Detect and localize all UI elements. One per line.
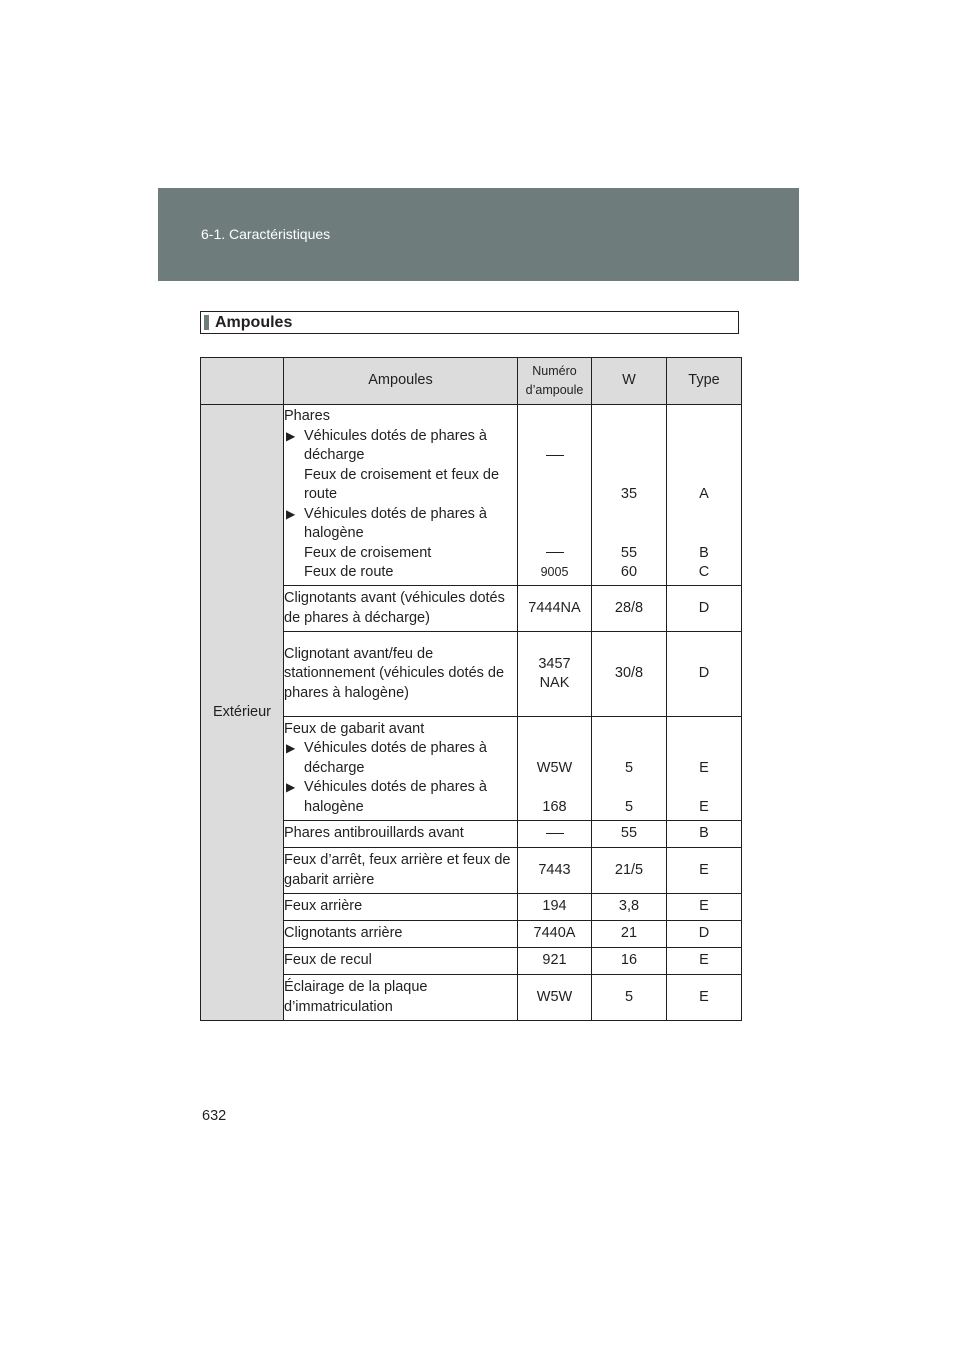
type-cell: E [667, 948, 742, 975]
bulb-subtype: Véhicules dotés de phares à halogène [304, 505, 487, 542]
watt-value: 5 [624, 798, 634, 815]
watt-cell: 55 [592, 821, 667, 848]
watt-value: 60 [620, 564, 638, 581]
bullet-arrow-icon: ▶ [286, 506, 296, 521]
watt-value: 35 [620, 486, 638, 503]
type-value: B [699, 544, 709, 561]
bulb-subtype: Véhicules dotés de phares à décharge [304, 427, 487, 464]
type-cell: E [667, 894, 742, 921]
section-title-marker [204, 315, 209, 330]
type-cell: D [667, 921, 742, 948]
type-cell: D [667, 586, 742, 632]
section-title-box [200, 311, 739, 334]
section-breadcrumb: 6-1. Caractéristiques [201, 226, 331, 242]
type-value: E [699, 798, 709, 815]
column-header-category [201, 358, 284, 405]
bulb-detail: Feux de route [304, 564, 394, 581]
table-row [201, 405, 742, 586]
bulb-number: 9005 [540, 564, 569, 579]
bulb-name-cell: Clignotants avant (véhicules dotés de phares à décharge) [284, 586, 518, 632]
bulb-number-cell: W5W [518, 975, 592, 1021]
bullet-arrow-icon: ▶ [286, 741, 296, 756]
bulb-number-cell [518, 821, 592, 848]
bulb-number-cell: 7444NA [518, 586, 592, 632]
category-cell: Extérieur [201, 405, 284, 1021]
type-cell: B [667, 821, 742, 848]
watt-value: 5 [624, 760, 634, 776]
type-cell: D [667, 632, 742, 717]
watt-cell: 21 [592, 921, 667, 948]
bulb-name-cell [284, 405, 518, 586]
bulb-number-cell [518, 632, 592, 717]
bulb-number: NAK [539, 675, 570, 691]
bulb-number-cell [518, 717, 592, 821]
bullet-arrow-icon: ▶ [286, 780, 296, 795]
column-header-type: Type [667, 358, 742, 405]
column-header-bulbs: Ampoules [284, 358, 518, 405]
column-header-bulb-number: Numéro d’ampoule [518, 358, 592, 405]
watt-cell: 16 [592, 948, 667, 975]
bullet-arrow-icon: ▶ [286, 428, 296, 443]
type-value: C [698, 564, 710, 581]
column-header-watts: W [592, 358, 667, 405]
watt-cell [592, 405, 667, 586]
section-title: Ampoules [215, 314, 293, 331]
type-cell [667, 717, 742, 821]
type-value: E [699, 760, 709, 776]
bulb-number: 168 [542, 798, 567, 815]
bulb-number: 3457 [538, 655, 571, 672]
bulb-name-cell: Phares antibrouillards avant [284, 821, 518, 848]
bulb-group-title: Phares [284, 408, 330, 425]
dash-mark [546, 552, 564, 553]
page-number: 632 [202, 1108, 227, 1124]
bulbs-table [200, 357, 742, 1021]
bulb-subtype: Véhicules dotés de phares à halogène [304, 779, 487, 815]
bulb-detail: Feux de croisement et feux de route [304, 466, 500, 503]
bulb-name-cell: Clignotant avant/feu de stationnement (véhicules dotés de phares à halogène) [284, 632, 518, 717]
watt-cell: 5 [592, 975, 667, 1021]
watt-cell: 30/8 [592, 632, 667, 717]
bulb-detail: Feux de croisement [304, 544, 432, 561]
dash-mark [546, 833, 564, 834]
bulb-number-cell: 7440A [518, 921, 592, 948]
type-cell: E [667, 848, 742, 894]
watt-cell: 3,8 [592, 894, 667, 921]
bulb-number-cell: 7443 [518, 848, 592, 894]
bulb-name-cell: Feux arrière [284, 894, 518, 921]
bulb-name-cell: Clignotants arrière [284, 921, 518, 948]
table-header-row [201, 358, 742, 405]
bulb-subtype: Véhicules dotés de phares à décharge [304, 740, 487, 776]
bulb-number-cell: 921 [518, 948, 592, 975]
bulb-number-cell: 194 [518, 894, 592, 921]
watt-cell: 28/8 [592, 586, 667, 632]
watt-cell: 21/5 [592, 848, 667, 894]
type-cell: E [667, 975, 742, 1021]
bulb-name-cell: Éclairage de la plaque d’immatriculation [284, 975, 518, 1021]
type-cell [667, 405, 742, 586]
bulb-number-cell [518, 405, 592, 586]
bulb-name-cell: Feux d’arrêt, feux arrière et feux de gabarit arrière [284, 848, 518, 894]
dash-mark [546, 455, 564, 456]
bulb-number: W5W [536, 760, 573, 776]
bulb-name-cell: Feux de recul [284, 948, 518, 975]
bulb-group-title: Feux de gabarit avant [284, 720, 425, 737]
bulb-name-cell [284, 717, 518, 821]
type-value: A [699, 486, 709, 503]
watt-value: 55 [620, 544, 638, 561]
chapter-header-band [158, 188, 799, 281]
watt-cell [592, 717, 667, 821]
